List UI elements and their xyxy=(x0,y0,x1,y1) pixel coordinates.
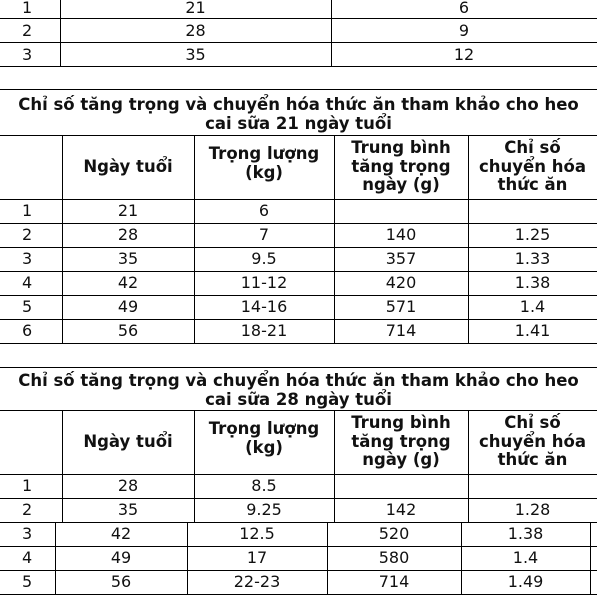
cell-daily-gain: 142 xyxy=(385,500,417,520)
cell-age: 56 xyxy=(117,321,139,341)
table-row xyxy=(0,224,597,247)
row-number: 5 xyxy=(22,297,33,317)
row-number: 4 xyxy=(22,273,33,293)
header-row xyxy=(0,135,597,199)
cell-weight: 14-16 xyxy=(240,297,288,317)
cell-weight: 7 xyxy=(258,225,270,245)
header-feed-conversion: Chỉ số chuyển hóa thức ăn xyxy=(479,137,586,195)
header-daily-gain: Trung bình tăng trọng ngày (g) xyxy=(351,412,451,470)
cell-feed-conversion: 1.38 xyxy=(514,273,551,293)
cell-feed-conversion: 1.38 xyxy=(507,524,544,544)
cell-daily-gain: 571 xyxy=(385,297,417,317)
table-title: Chỉ số tăng trọng và chuyển hóa thức ăn tham khảo cho heo xyxy=(18,95,579,114)
row-number: 3 xyxy=(22,524,33,544)
row-number: 1 xyxy=(22,0,33,17)
cell-age: 21 xyxy=(117,201,139,221)
grid-line xyxy=(468,135,469,344)
row-number: 6 xyxy=(22,321,33,341)
row-number: 2 xyxy=(22,500,33,520)
table-row xyxy=(0,248,597,271)
header-feed-conversion: Chỉ số chuyển hóa thức ăn xyxy=(479,412,586,470)
grid-line xyxy=(331,0,332,66)
cell-age: 42 xyxy=(117,273,139,293)
cell-daily-gain: 357 xyxy=(385,249,417,269)
grid-line xyxy=(334,410,335,522)
grid-line xyxy=(187,522,188,594)
table-row xyxy=(0,320,597,343)
cell-weight: 8.5 xyxy=(251,476,277,496)
grid-line xyxy=(334,135,335,344)
cell-weight: 6 xyxy=(258,201,270,221)
table-row xyxy=(0,296,597,319)
cell-age: 42 xyxy=(110,524,132,544)
cell-value: 28 xyxy=(185,20,206,40)
cell-age: 35 xyxy=(117,500,139,520)
cell-weight: 12.5 xyxy=(239,524,275,544)
table-title: Chỉ số tăng trọng và chuyển hóa thức ăn tham khảo cho heo xyxy=(18,371,579,390)
grid-line xyxy=(0,89,597,90)
cell-weight: 22-23 xyxy=(233,572,281,592)
grid-line xyxy=(62,410,63,522)
cell-feed-conversion: 1.49 xyxy=(507,572,544,592)
cell-value: 35 xyxy=(185,44,206,64)
table-row xyxy=(0,44,597,66)
cell-age: 49 xyxy=(110,548,132,568)
cell-weight: 9.25 xyxy=(246,500,282,520)
header-weight: Trọng lượng (kg) xyxy=(208,144,320,182)
row-number: 1 xyxy=(22,476,33,496)
grid-line xyxy=(468,410,469,522)
grid-line xyxy=(0,410,597,411)
cell-feed-conversion xyxy=(468,475,597,498)
grid-line xyxy=(194,410,195,522)
table-row xyxy=(0,200,597,223)
header-row xyxy=(0,410,597,474)
cell-daily-gain: 580 xyxy=(378,548,410,568)
table-row xyxy=(0,475,597,498)
cell-value: 9 xyxy=(458,20,470,40)
cell-feed-conversion xyxy=(468,200,597,223)
grid-line xyxy=(0,42,597,43)
row-number: 2 xyxy=(22,20,33,40)
row-number: 5 xyxy=(22,572,33,592)
grid-line xyxy=(55,522,56,594)
cell-feed-conversion: 1.33 xyxy=(514,249,551,269)
row-number: 1 xyxy=(22,201,33,221)
grid-line xyxy=(590,522,591,594)
table-title: cai sữa 28 ngày tuổi xyxy=(205,390,392,409)
header-weight: Trọng lượng (kg) xyxy=(208,419,320,457)
grid-line xyxy=(60,0,61,66)
cell-value: 12 xyxy=(453,44,475,64)
grid-line xyxy=(0,199,597,200)
cell-daily-gain xyxy=(334,475,468,498)
cell-feed-conversion: 1.25 xyxy=(514,225,551,245)
cell-feed-conversion: 1.41 xyxy=(514,321,551,341)
cell-age: 49 xyxy=(117,297,139,317)
table-row xyxy=(0,0,597,19)
header-age: Ngày tuổi xyxy=(83,431,173,451)
row-number: 3 xyxy=(22,44,33,64)
table-title: cai sữa 21 ngày tuổi xyxy=(205,114,392,133)
table-row xyxy=(0,20,597,42)
grid-line xyxy=(0,474,597,475)
grid-line xyxy=(0,135,597,136)
header-daily-gain: Trung bình tăng trọng ngày (g) xyxy=(351,137,451,195)
grid-line xyxy=(0,18,597,19)
row-number: 4 xyxy=(22,548,33,568)
cell-daily-gain: 520 xyxy=(378,524,410,544)
cell-weight: 11-12 xyxy=(240,273,288,293)
row-number: 3 xyxy=(22,249,33,269)
cell-age: 56 xyxy=(110,572,132,592)
grid-line xyxy=(327,522,328,594)
cell-weight: 17 xyxy=(246,548,268,568)
table-row xyxy=(0,523,597,546)
header-age: Ngày tuổi xyxy=(83,156,173,176)
cell-daily-gain: 420 xyxy=(385,273,417,293)
cell-daily-gain: 140 xyxy=(385,225,417,245)
cell-feed-conversion: 1.4 xyxy=(512,548,539,568)
cell-age: 28 xyxy=(117,225,139,245)
row-number: 2 xyxy=(22,225,33,245)
grid-line xyxy=(0,367,597,368)
cell-age: 28 xyxy=(117,476,139,496)
table-row xyxy=(0,272,597,295)
cell-feed-conversion: 1.28 xyxy=(514,500,551,520)
table-row xyxy=(0,547,597,570)
cell-feed-conversion: 1.4 xyxy=(519,297,546,317)
cell-weight: 18-21 xyxy=(240,321,288,341)
grid-line xyxy=(62,135,63,344)
cell-daily-gain xyxy=(334,200,468,223)
grid-line xyxy=(0,343,597,344)
cell-weight: 9.5 xyxy=(251,249,277,269)
table-row xyxy=(0,571,597,594)
cell-age: 35 xyxy=(117,249,139,269)
cell-value: 21 xyxy=(185,0,206,17)
grid-line xyxy=(461,522,462,594)
cell-value: 6 xyxy=(458,0,470,17)
table-row xyxy=(0,499,597,522)
grid-line xyxy=(194,135,195,344)
grid-line xyxy=(0,66,597,67)
cell-daily-gain: 714 xyxy=(385,321,417,341)
cell-daily-gain: 714 xyxy=(378,572,410,592)
